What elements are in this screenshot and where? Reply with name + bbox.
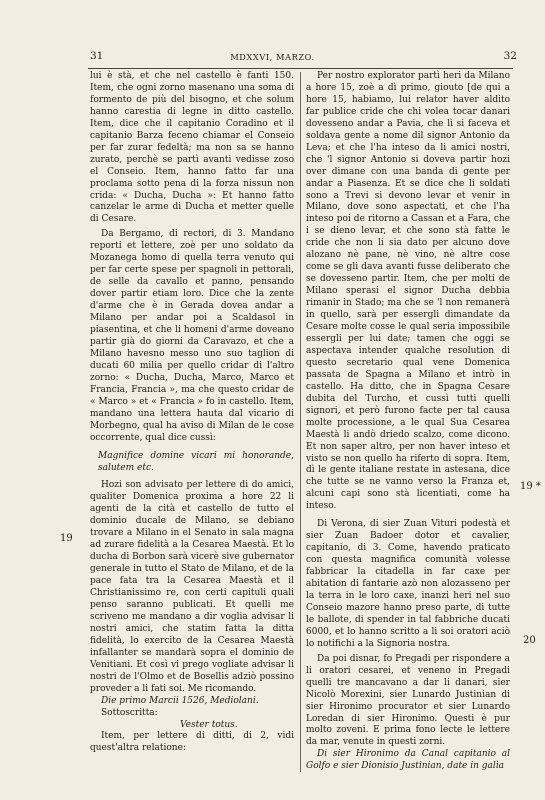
paragraph: Da poi disnar, fo Pregadi per rispondere a li oratori cesarei, et veneno in Pregadi quelli tre mancavano a dar li danari, sier Nicolò Morexini, sier Lunardo Justinian di sier Hironimo procurator et sier Lunardo Loredan di sier Hironimo. Questi è pur molto zoveni. E prima fono lecte le lettere da mar, venute in questi zorni. (306, 653, 510, 748)
letter-salutation: Magnifice domine vicari mi honorande, salutem etc. (98, 450, 294, 473)
margin-number-left: 19 (60, 533, 73, 544)
left-column (90, 71, 294, 755)
margin-number-right-first: 19 * (520, 481, 541, 492)
header-rule (88, 68, 513, 69)
letter-signature-label: Sottoscritta: (101, 707, 158, 718)
paragraph: Hozi son advisato per lettere di do amici, qualiter Domenica proxima a hore 22 li agenti de la cità et castello de tutto el dominio ducale de Milano, se debiano trovare a Milano in el Senato in sala magna ad zurare fidelità a la Cesarea Maestà. Et lo ducha di Borbon sarà vicerè sive gubernator generale in tutto el Stato de Milano, et de la pace fata tra la Cesarea Maestà et il Christianissimo re, con certi capituli quali penso saranno publicati. Et quelli me scriveno me mandano a dir voglia advisar li nostri amici, che statim fatta la ditta fidelità, lo exercito de la Cesarea Maestà infallanter se mandarà sopra el dominio de Venitiani. Et così vi prego vogliate advisar li nostri de l'Olmo et de Bosellis adziò possino proveder a li fati soi. Me ricomando. (90, 480, 294, 694)
paragraph: Item, per lettere di ditti, di 2, vidi quest'altra relatione: (90, 731, 294, 754)
paragraph: Di Verona, di sier Zuan Vituri podestà et sier Zuan Badoer dotor et cavalier, capitanio, di 3. Come, havendo praticato con questa magnifica comunità volesse fabbricar la citadella in far caxe per abitation di fantarie azò non alozasseno per la terra in le loro caxe, inanzi heri nel suo Conseio mazore hanno preso parte, di tutte le ballote, di spender in tal fabbriche ducati 6000, et lo hanno scritto a li soi oratori aciò lo notifichi a la Signoria nostra. (306, 519, 510, 649)
right-page-number: 32 (503, 50, 517, 62)
letter-signature: Vester totus. (180, 719, 238, 730)
column-divider (300, 72, 301, 772)
running-header: MDXXVI, MARZO. (230, 52, 315, 62)
paragraph: Da Bergamo, di rectori, di 3. Mandano reporti et lettere, zoè per uno soldato da Mozanega homo di quella terra venuto qui per far certe spese per spagnoli in pettorali, de selle da cavallo et panno, pensando dover partir etiam loro. Dice che la zente d'arme che è in Gerada dovea andar a Milano per andar poi a Scaldasol in piasentina, et che li homeni d'arme doveano partir già do giorni da Caravazo, et che a Milano havesno messo uno suo taglion di ducati 60 milia per quello cridar di l'altro zorno: « Ducha, Ducha, Marco, Marco et Francia, Francia », ma che questo cridar de « Marco » et « Francia » fo in castello. Item, mandano una lettera hauta dal vicario di Morbegno, qual ha aviso di Milan de le cose occorrente, qual dice cussì: (90, 229, 294, 443)
left-page-number: 31 (90, 50, 104, 62)
margin-number-right-second: 20 (523, 635, 536, 646)
paragraph: Di sier Hironimo da Canal capitanio al Golfo e sier Dionisio Justinian, date in galìa (306, 749, 510, 772)
right-column (306, 71, 510, 773)
letter-date: Die primo Marcii 1526, Mediolani. (101, 695, 259, 706)
paragraph: Per nostro explorator partì heri da Milano a hore 15, zoè a dì primo, giouto [de qui a hore 15, habiamo, lui relator haver aldito far publice cride che chi volea tocar danari dovesseno andar a Pavia, che lì si faceva et soldava gente a nome dil signor Antonio da Leva; et che l'ha inteso da li amici nostri, che 'l signor Antonio si doveva partir hozi over dimane con una banda di gente per andar a Piasenza. Et se dice che li soldati sono a Trevi si devono levar et venir in Milano, dove sono aspectati, et che l'ha inteso poi de ritorno a Cassan et a Fara, che i se dieno levar, et che sono stà fatte le cride che non li sia dato per alcuno dove alozano nè pane, nè vino, nè altre cose come se gli dava avanti fusse deliberato che se dovesseno partir. Item, che per molti de Milano sperasi el signor Ducha debbia rimanir in Stado; ma che se 'l non remanerà in quello, sarà per essergli dimandate da Cesare molte cosse le qual seria impossibile essergli per lui date; tamen che oggi se aspectava intender qualche resolution di questo secretario qual vene Domenica passata de Spagna a Milano et intrò in castello. Ha ditto, che in Spagna Cesare dubita del Turcho, et cussì tutti quelli signori, et però furono facte per tal causa molte processione, a le qual Sua Cesarea Maestà li andò driedo scalzo, come dicono. Et non saper altro, per non haver inteso et visto se non quello ha riferto di sopra. Item, dì le gente italiane restate in astesana, dice che tutte se ne vanno verso la Franza et, alcuni capi sono stà licentiati, come ha inteso. (306, 71, 510, 512)
paragraph: lui è stà, et che nel castello è fanti 150. Item, che ogni zorno masenano una soma di formento de più del bisogno, et che solum hanno carestia di legne in ditto castello. Item, dice che il capitanio Coradino et il capitanio Barza feceno chiamar el Conseio per far zurar fedeltà; ma non sa se hanno zurato, perchè se partì avanti vedisse zoso el Conseio. Item, hanno fatto far una proclama sotto pena di la forza nissun non crida: « Ducha, Ducha »: Et hanno fatto canzelar le arme di Ducha et metter quelle di Cesare. (90, 71, 294, 225)
